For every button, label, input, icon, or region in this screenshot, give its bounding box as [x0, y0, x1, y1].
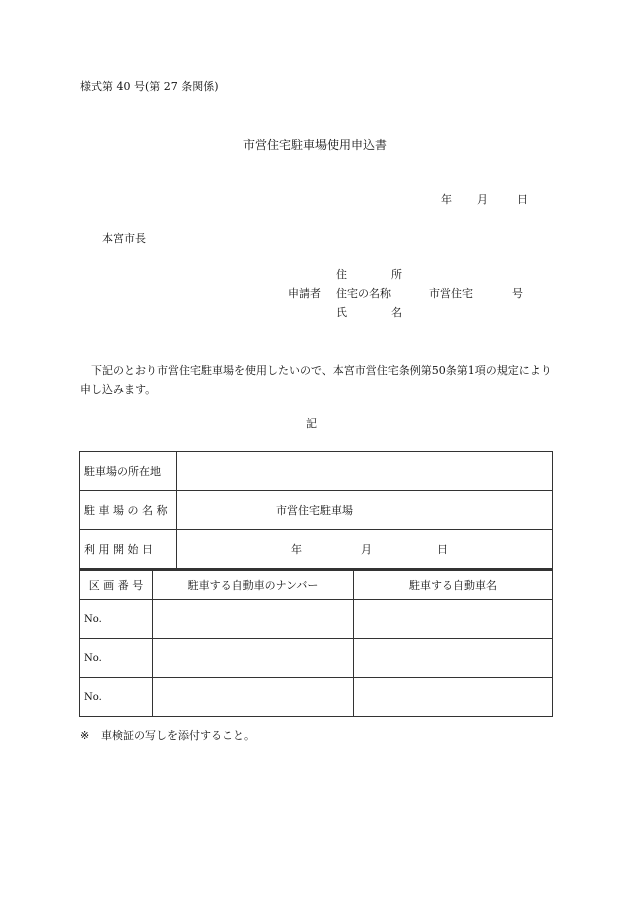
header-car-name: 駐車する自動車名 [354, 571, 553, 600]
table-row [80, 452, 553, 491]
name-label-b: 名 [391, 306, 402, 319]
form-id: 様式第 40 号(第 27 条関係) [80, 80, 219, 93]
date-month: 月 [477, 193, 488, 206]
housing-suffix: 号 [512, 287, 523, 300]
note-mark: ※ [80, 729, 90, 742]
date-line [441, 194, 528, 205]
start-year: 年 [291, 543, 302, 556]
page-title: 市営住宅駐車場使用申込書 [242, 138, 387, 152]
table-row [80, 678, 553, 717]
space-number-cell[interactable]: No. [80, 678, 153, 717]
table-row [80, 600, 553, 639]
body-text: 下記のとおり市営住宅駐車場を使用したいので、本宮市営住宅条例第50条第1項の規定により申し込みます。 [80, 364, 552, 396]
housing-name-label: 住宅の名称 [336, 287, 391, 300]
parking-name-value[interactable] [177, 491, 553, 530]
plate-number-cell[interactable] [153, 639, 354, 678]
header-plate-number: 駐車する自動車のナンバー [153, 571, 354, 600]
addressee: 本宮市長 [102, 232, 146, 245]
address-label-a: 住 [336, 268, 347, 281]
cars-table [79, 570, 553, 717]
location-value[interactable] [177, 452, 553, 491]
plate-number-cell[interactable] [153, 678, 354, 717]
start-month: 月 [361, 543, 372, 556]
header-space-number: 区 画 番 号 [80, 571, 153, 600]
name-label-a: 氏 [336, 306, 347, 319]
housing-prefix: 市営住宅 [429, 287, 473, 300]
car-name-cell[interactable] [354, 600, 553, 639]
location-label: 駐車場の所在地 [80, 452, 177, 491]
plate-number-cell[interactable] [153, 600, 354, 639]
car-name-cell[interactable] [354, 639, 553, 678]
table-divider [79, 569, 553, 571]
start-date-value[interactable] [177, 530, 553, 569]
table-header-row [80, 571, 553, 600]
info-table [79, 451, 553, 569]
table-row [80, 491, 553, 530]
housing-name-row [336, 287, 523, 300]
ki-heading: 記 [306, 417, 317, 430]
space-number-cell[interactable]: No. [80, 600, 153, 639]
parking-name-text: 市営住宅駐車場 [276, 504, 353, 517]
applicant-label: 申請者 [288, 287, 321, 300]
name-label [336, 307, 402, 318]
date-year: 年 [441, 193, 452, 206]
date-day: 日 [517, 193, 528, 206]
address-label [336, 269, 402, 280]
space-number-cell[interactable]: No. [80, 639, 153, 678]
start-date-label: 利 用 開 始 日 [80, 530, 177, 569]
car-name-cell[interactable] [354, 678, 553, 717]
table-row [80, 530, 553, 569]
table-row [80, 639, 553, 678]
note [80, 730, 255, 741]
note-text: 車検証の写しを添付すること。 [101, 729, 255, 742]
parking-name-label: 駐 車 場 の 名 称 [80, 491, 177, 530]
start-day: 日 [437, 543, 448, 556]
address-label-b: 所 [391, 268, 402, 281]
